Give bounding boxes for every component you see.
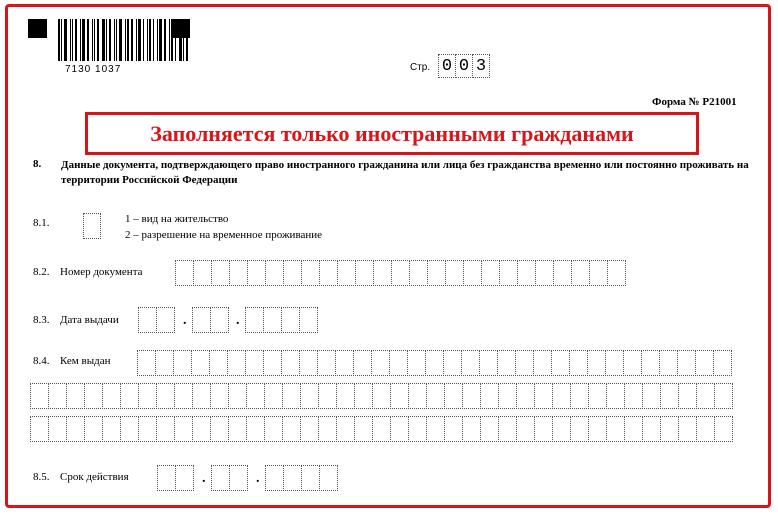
issued-by-cell[interactable] — [390, 416, 409, 442]
issued-by-cell[interactable] — [389, 350, 408, 376]
issue-date-day-cell[interactable] — [138, 307, 157, 333]
validity-year-cell[interactable] — [319, 465, 338, 491]
barcode-bar — [61, 19, 62, 61]
barcode-bar — [72, 19, 73, 61]
barcode-bar — [82, 19, 85, 61]
issued-by-cell[interactable] — [426, 416, 445, 442]
validity-year-cell[interactable] — [265, 465, 284, 491]
form-number: Форма № Р21001 — [652, 96, 737, 108]
date-separator: . — [256, 471, 260, 486]
document-number-cell[interactable] — [571, 260, 590, 286]
issued-by-cell[interactable] — [641, 350, 660, 376]
issued-by-cell[interactable] — [353, 350, 372, 376]
document-number-cell[interactable] — [175, 260, 194, 286]
issued-by-label: Кем выдан — [60, 355, 111, 367]
issued-by-cell[interactable] — [138, 383, 157, 409]
issue-date-label: Дата выдачи — [60, 314, 119, 326]
issued-by-cell[interactable] — [174, 383, 193, 409]
barcode-bar — [70, 19, 71, 61]
document-number-cell[interactable] — [193, 260, 212, 286]
issued-by-cell[interactable] — [462, 383, 481, 409]
barcode-bar — [138, 19, 141, 61]
issued-by-cell[interactable] — [210, 416, 229, 442]
issued-by-cell[interactable] — [336, 383, 355, 409]
issued-by-cell[interactable] — [713, 350, 732, 376]
issue-date-year-cell[interactable] — [263, 307, 282, 333]
issued-by-cells-row-3 — [31, 416, 733, 442]
validity-month-cells — [212, 465, 248, 491]
date-separator: . — [183, 313, 187, 328]
document-number-cell[interactable] — [607, 260, 626, 286]
barcode-bar — [116, 19, 117, 61]
document-number-cell[interactable] — [337, 260, 356, 286]
validity-day-cells — [158, 465, 194, 491]
issued-by-cell[interactable] — [444, 416, 463, 442]
issued-by-cell[interactable] — [48, 416, 67, 442]
issued-by-cell[interactable] — [318, 416, 337, 442]
section-number: 8. — [33, 158, 42, 170]
validity-day-cell[interactable] — [175, 465, 194, 491]
issued-by-cell[interactable] — [264, 383, 283, 409]
issue-date-year-cell[interactable] — [281, 307, 300, 333]
validity-month-cell[interactable] — [229, 465, 248, 491]
document-number-cell[interactable] — [409, 260, 428, 286]
document-number-cell[interactable] — [283, 260, 302, 286]
field-8-1-number: 8.1. — [33, 217, 50, 229]
validity-day-cell[interactable] — [157, 465, 176, 491]
barcode-bar — [149, 19, 151, 61]
issued-by-cell[interactable] — [48, 383, 67, 409]
issued-by-cell[interactable] — [479, 350, 498, 376]
document-number-label: Номер документа — [60, 266, 143, 278]
barcode-bar — [153, 19, 154, 61]
document-number-cell[interactable] — [481, 260, 500, 286]
field-8-4-number: 8.4. — [33, 355, 50, 367]
issued-by-cell[interactable] — [426, 383, 445, 409]
issued-by-cell[interactable] — [155, 350, 174, 376]
issued-by-cell[interactable] — [587, 350, 606, 376]
issued-by-cell[interactable] — [354, 416, 373, 442]
issued-by-cell[interactable] — [173, 350, 192, 376]
issued-by-cell[interactable] — [570, 383, 589, 409]
issued-by-cell[interactable] — [299, 350, 318, 376]
barcode-bar — [119, 19, 122, 61]
barcode-bar — [179, 19, 182, 61]
issued-by-cell[interactable] — [659, 350, 678, 376]
issued-by-cell[interactable] — [605, 350, 624, 376]
issued-by-cell[interactable] — [138, 416, 157, 442]
document-number-cells — [176, 260, 626, 286]
issued-by-cell[interactable] — [281, 350, 300, 376]
issued-by-cell[interactable] — [677, 350, 696, 376]
issued-by-cell[interactable] — [408, 383, 427, 409]
issued-by-cell[interactable] — [623, 350, 642, 376]
issued-by-cell[interactable] — [678, 383, 697, 409]
issued-by-cell[interactable] — [300, 383, 319, 409]
issued-by-cell[interactable] — [516, 383, 535, 409]
issued-by-cell[interactable] — [371, 350, 390, 376]
issued-by-cell[interactable] — [192, 383, 211, 409]
barcode-bar — [171, 19, 173, 61]
issued-by-cell[interactable] — [390, 383, 409, 409]
field-8-5-number: 8.5. — [33, 471, 50, 483]
barcode-bar — [106, 19, 107, 61]
issued-by-cell[interactable] — [462, 416, 481, 442]
barcode-number: 7130 1037 — [65, 64, 122, 75]
issued-by-cell[interactable] — [696, 383, 715, 409]
issued-by-cell[interactable] — [407, 350, 426, 376]
issued-by-cell[interactable] — [120, 383, 139, 409]
issue-date-day-cell[interactable] — [156, 307, 175, 333]
issued-by-cell[interactable] — [66, 416, 85, 442]
issued-by-cell[interactable] — [515, 350, 534, 376]
validity-year-cell[interactable] — [301, 465, 320, 491]
issued-by-cell[interactable] — [317, 350, 336, 376]
barcode-bar — [125, 19, 126, 61]
issue-date-year-cells — [246, 307, 318, 333]
barcode-bar — [127, 19, 129, 61]
field-8-2-number: 8.2. — [33, 266, 50, 278]
document-number-cell[interactable] — [499, 260, 518, 286]
issued-by-cell[interactable] — [318, 383, 337, 409]
barcode-bar — [109, 19, 111, 61]
issued-by-cell[interactable] — [695, 350, 714, 376]
issued-by-cell[interactable] — [228, 383, 247, 409]
page-digit-cell: 0 — [438, 54, 456, 78]
barcode-bar — [102, 19, 105, 61]
issue-date-month-cells — [193, 307, 229, 333]
issued-by-cells-row-2 — [31, 383, 733, 409]
page-label: Стр. — [410, 62, 431, 73]
document-number-cell[interactable] — [445, 260, 464, 286]
issued-by-cell[interactable] — [137, 350, 156, 376]
document-number-cell[interactable] — [589, 260, 608, 286]
corner-marker-left — [28, 19, 47, 38]
issued-by-cell[interactable] — [696, 416, 715, 442]
document-number-cell[interactable] — [301, 260, 320, 286]
document-number-cell[interactable] — [553, 260, 572, 286]
issued-by-cell[interactable] — [642, 416, 661, 442]
issued-by-cell[interactable] — [588, 383, 607, 409]
issued-by-cell[interactable] — [30, 416, 49, 442]
barcode-bar — [136, 19, 137, 61]
issued-by-cell[interactable] — [534, 383, 553, 409]
issued-by-cell[interactable] — [551, 350, 570, 376]
issued-by-cell[interactable] — [210, 383, 229, 409]
issued-by-cell[interactable] — [552, 383, 571, 409]
barcode-bar — [97, 19, 99, 61]
validity-year-cells — [266, 465, 338, 491]
issued-by-cell[interactable] — [408, 416, 427, 442]
validity-month-cell[interactable] — [211, 465, 230, 491]
issued-by-cell[interactable] — [335, 350, 354, 376]
barcode-bar — [131, 19, 133, 61]
issued-by-cell[interactable] — [480, 383, 499, 409]
barcode-bar — [75, 19, 77, 61]
document-number-cell[interactable] — [427, 260, 446, 286]
issued-by-cell[interactable] — [660, 383, 679, 409]
option-temporary-residence: 2 – разрешение на временное проживание — [125, 229, 323, 241]
document-type-cell[interactable] — [83, 213, 101, 239]
barcode-bar — [169, 19, 170, 61]
issued-by-cell[interactable] — [66, 383, 85, 409]
issue-date-year-cell[interactable] — [245, 307, 264, 333]
issued-by-cell[interactable] — [714, 416, 733, 442]
issue-date-month-cell[interactable] — [210, 307, 229, 333]
issued-by-cell[interactable] — [425, 350, 444, 376]
barcode-bar — [92, 19, 93, 61]
document-number-cell[interactable] — [517, 260, 536, 286]
issued-by-cell[interactable] — [300, 416, 319, 442]
issued-by-cell[interactable] — [372, 383, 391, 409]
issued-by-cell[interactable] — [354, 383, 373, 409]
barcode-bar — [159, 19, 162, 61]
date-separator: . — [236, 313, 240, 328]
issued-by-cell[interactable] — [209, 350, 228, 376]
page-number-cells — [439, 54, 490, 78]
issued-by-cell[interactable] — [461, 350, 480, 376]
issued-by-cell[interactable] — [606, 416, 625, 442]
barcode-bar — [143, 19, 144, 61]
document-number-cell[interactable] — [319, 260, 338, 286]
issued-by-cell[interactable] — [444, 383, 463, 409]
document-number-cell[interactable] — [265, 260, 284, 286]
issued-by-cell[interactable] — [191, 350, 210, 376]
document-number-cell[interactable] — [373, 260, 392, 286]
issued-by-cell[interactable] — [156, 383, 175, 409]
validity-period-label: Срок действия — [60, 471, 129, 483]
document-number-cell[interactable] — [463, 260, 482, 286]
issued-by-cell[interactable] — [642, 383, 661, 409]
barcode-bar — [80, 19, 81, 61]
issued-by-cell[interactable] — [102, 383, 121, 409]
validity-year-cell[interactable] — [283, 465, 302, 491]
issued-by-cell[interactable] — [533, 350, 552, 376]
page-digit-cell: 0 — [455, 54, 473, 78]
issued-by-cell[interactable] — [174, 416, 193, 442]
document-number-cell[interactable] — [247, 260, 266, 286]
issued-by-cell[interactable] — [480, 416, 499, 442]
barcode-bar — [114, 19, 115, 61]
issued-by-cell[interactable] — [228, 416, 247, 442]
barcode-bar — [64, 19, 67, 61]
barcode-bar — [58, 19, 60, 61]
document-number-cell[interactable] — [391, 260, 410, 286]
issued-by-cell[interactable] — [84, 383, 103, 409]
issued-by-cell[interactable] — [264, 416, 283, 442]
document-type-cell-group — [84, 213, 101, 239]
issue-date-day-cells — [139, 307, 175, 333]
issued-by-cell[interactable] — [84, 416, 103, 442]
issued-by-cell[interactable] — [714, 383, 733, 409]
issued-by-cell[interactable] — [443, 350, 462, 376]
issued-by-cell[interactable] — [498, 416, 517, 442]
issued-by-cell[interactable] — [336, 416, 355, 442]
issued-by-cell[interactable] — [372, 416, 391, 442]
document-number-cell[interactable] — [355, 260, 374, 286]
issued-by-cell[interactable] — [282, 416, 301, 442]
issued-by-cell[interactable] — [516, 416, 535, 442]
issued-by-cell[interactable] — [30, 383, 49, 409]
barcode-bar — [87, 19, 89, 61]
issued-by-cell[interactable] — [227, 350, 246, 376]
foreign-citizens-banner: Заполняется только иностранными гражданами — [85, 112, 699, 155]
barcode-bar — [94, 19, 95, 61]
issued-by-cell[interactable] — [246, 383, 265, 409]
issue-date-year-cell[interactable] — [299, 307, 318, 333]
issued-by-cell[interactable] — [282, 383, 301, 409]
form-page — [5, 4, 771, 508]
issued-by-cell[interactable] — [192, 416, 211, 442]
issued-by-cell[interactable] — [588, 416, 607, 442]
issue-date-month-cell[interactable] — [192, 307, 211, 333]
barcode — [58, 19, 191, 61]
barcode-bar — [183, 19, 184, 61]
issued-by-cell[interactable] — [678, 416, 697, 442]
barcode-bar — [186, 19, 188, 61]
barcode-bar — [175, 19, 176, 61]
barcode-bar — [157, 19, 158, 61]
document-number-cell[interactable] — [211, 260, 230, 286]
issued-by-cell[interactable] — [606, 383, 625, 409]
barcode-bar — [147, 19, 148, 61]
issued-by-cell[interactable] — [102, 416, 121, 442]
issued-by-cell[interactable] — [497, 350, 516, 376]
issued-by-cell[interactable] — [120, 416, 139, 442]
issued-by-cell[interactable] — [245, 350, 264, 376]
issued-by-cell[interactable] — [552, 416, 571, 442]
issued-by-cell[interactable] — [534, 416, 553, 442]
issued-by-cell[interactable] — [569, 350, 588, 376]
field-8-3-number: 8.3. — [33, 314, 50, 326]
document-number-cell[interactable] — [535, 260, 554, 286]
page-digit-cell: 3 — [472, 54, 490, 78]
issued-by-cell[interactable] — [498, 383, 517, 409]
section-title: Данные документа, подтверждающего право иностранного гражданина или лица без гражданства временно или постоянно проживать на территории Российской Федерации — [61, 159, 749, 186]
document-number-cell[interactable] — [229, 260, 248, 286]
option-residence-permit: 1 – вид на жительство — [125, 213, 229, 225]
issued-by-cell[interactable] — [156, 416, 175, 442]
issued-by-cell[interactable] — [624, 416, 643, 442]
issued-by-cell[interactable] — [624, 383, 643, 409]
issued-by-cells-row-1 — [138, 350, 732, 376]
barcode-bar — [164, 19, 166, 61]
date-separator: . — [202, 471, 206, 486]
issued-by-cell[interactable] — [660, 416, 679, 442]
issued-by-cell[interactable] — [263, 350, 282, 376]
issued-by-cell[interactable] — [246, 416, 265, 442]
issued-by-cell[interactable] — [570, 416, 589, 442]
